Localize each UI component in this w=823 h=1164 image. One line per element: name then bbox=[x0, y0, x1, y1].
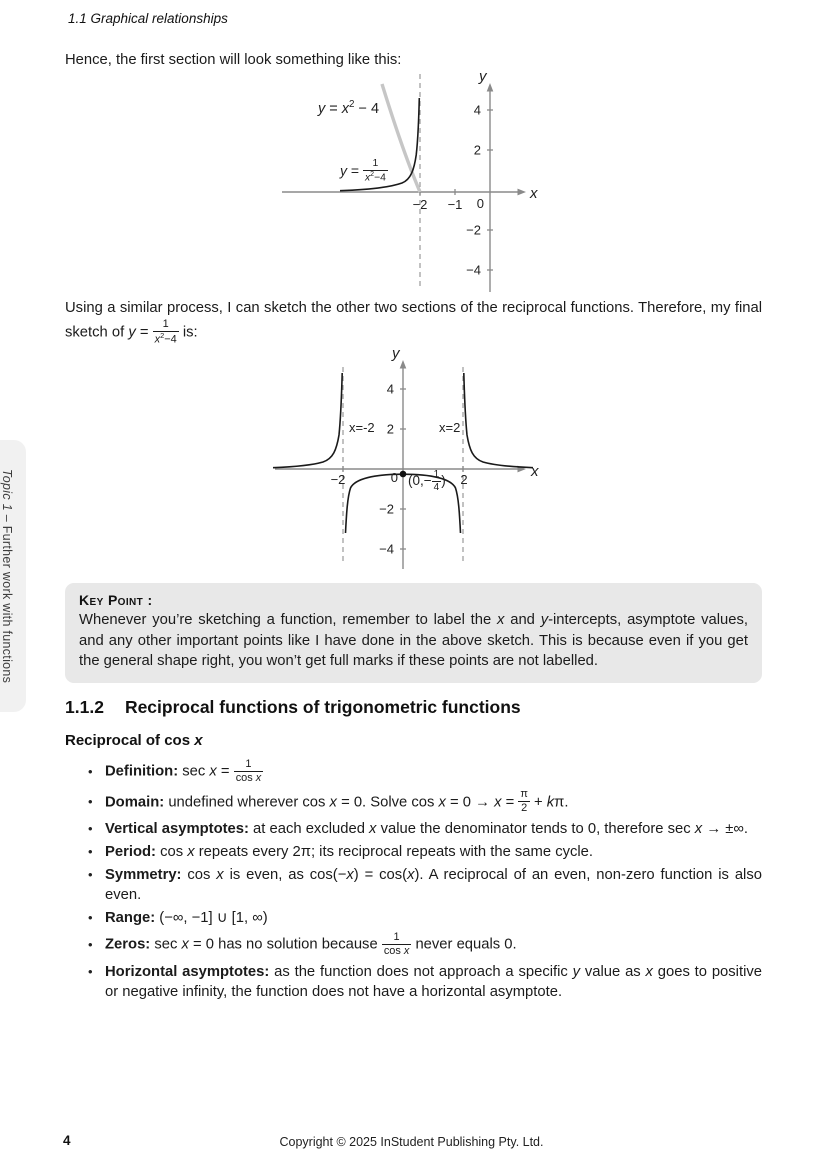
bullet-marker: • bbox=[88, 937, 93, 953]
bullet-zeros: • Zeros: sec x = 0 has no solution because $\frac{1}{\text{cos x}}$ never equals 0. bbox=[88, 930, 517, 958]
graph2-ytick-4: 4 bbox=[386, 381, 394, 397]
keypoint-box bbox=[65, 583, 762, 683]
graph2-right-branch bbox=[464, 373, 533, 468]
bullet-vertical-asymptotes: • Vertical asymptotes: at each excluded x value the denominator tends to 0, therefore sec x → ±∞. bbox=[88, 820, 749, 837]
graph-first-section bbox=[278, 72, 540, 298]
graph2-canvas bbox=[255, 347, 555, 575]
subsection-heading: Reciprocal of cos x bbox=[65, 732, 203, 750]
keypoint-title: Key Point : bbox=[79, 592, 153, 609]
section-title: Reciprocal functions of trigonometric functions bbox=[124, 697, 521, 718]
bullet-marker: • bbox=[88, 794, 93, 810]
graph2-point-label: (0,− $\frac{1}{4}$ ) bbox=[408, 468, 446, 493]
graph2-xtick-neg2: −2 bbox=[330, 472, 346, 488]
bullet-list bbox=[65, 758, 762, 1002]
graph1-reciprocal-equation: y = $\frac{1}{x^2-4}$ bbox=[340, 157, 386, 184]
transition-paragraph: Using a similar process, I can sketch the other two sections of the reciprocal functions. Therefore, my final sketch of y = $\frac{1}{x^2-4}$ is: bbox=[65, 300, 762, 346]
graph1-tick-marks bbox=[420, 110, 493, 270]
graph1-ytick-4: 4 bbox=[473, 102, 481, 118]
intro-paragraph: Hence, the first section will look something like this: bbox=[65, 52, 402, 68]
bullet-symmetry: • Symmetry: cos x is even, as cos(−x) = cos(x). A reciprocal of an even, non-zero function is also even. bbox=[88, 867, 762, 904]
graph2-ytick-neg4: −4 bbox=[379, 541, 394, 557]
graph1-xtick-neg1: −1 bbox=[447, 197, 463, 213]
graph2-xtick-2: 2 bbox=[460, 472, 468, 488]
running-head: 1.1 Graphical relationships bbox=[68, 11, 228, 26]
bullet-marker: • bbox=[88, 963, 93, 979]
copyright-line: Copyright © 2025 InStudent Publishing Pty. Ltd. bbox=[279, 1135, 544, 1149]
sidebar-topic-title: Further work with functions bbox=[0, 525, 14, 684]
graph2-point-dot bbox=[400, 471, 407, 478]
graph2-asymptote-left-label: x=-2 bbox=[349, 420, 375, 436]
graph1-x-axis-label: x bbox=[530, 185, 538, 203]
section-heading bbox=[65, 697, 762, 718]
graph2-left-branch bbox=[273, 373, 342, 468]
sidebar-topic-label bbox=[0, 469, 14, 683]
keypoint-body: Whenever you’re sketching a function, remember to label the x and y-intercepts, asymptote values, and any other important points like I have done in the above sketch. This is because even if you get the general shape right, you won’t get full marks if these points are not labelled. bbox=[79, 612, 748, 669]
graph1-y-axis-arrow bbox=[487, 83, 494, 92]
graph1-ytick-neg4: −4 bbox=[466, 262, 481, 278]
bullet-domain: • Domain: undefined wherever cos x = 0. Solve cos x = 0 → x = $\frac{\pi}{2}$ + kπ. bbox=[88, 788, 569, 815]
graph1-xtick-0: 0 bbox=[476, 196, 484, 212]
bullet-marker: • bbox=[88, 844, 93, 860]
graph2-ytick-2: 2 bbox=[386, 421, 394, 437]
graph2-y-axis-label: y bbox=[392, 347, 400, 363]
graph1-y-axis-label: y bbox=[479, 72, 487, 86]
graph1-parabola-equation: $y = x^2 - 4$ bbox=[318, 99, 380, 117]
graph1-xtick-neg2: −2 bbox=[412, 197, 428, 213]
section-number: 1.1.2 bbox=[65, 697, 104, 718]
graph2-asymptote-right-label: x=2 bbox=[439, 420, 461, 436]
graph2-y-axis-arrow bbox=[400, 360, 407, 369]
bullet-marker: • bbox=[88, 910, 93, 926]
bullet-marker: • bbox=[88, 867, 93, 883]
bullet-period: • Period: cos x repeats every 2π; its reciprocal repeats with the same cycle. bbox=[88, 844, 594, 861]
bullet-definition: • Definition: sec x = $\frac{1}{\text{cos x}}$ bbox=[88, 757, 262, 784]
sidebar-topic-tab bbox=[0, 440, 26, 712]
graph1-ytick-neg2: −2 bbox=[466, 222, 481, 238]
bullet-horizontal-asymptotes: • Horizontal asymptotes: as the function does not approach a specific y value as x goes to positive or negative infinity, the function does not have a horizontal asymptote. bbox=[88, 963, 762, 1000]
bullet-marker: • bbox=[88, 763, 93, 779]
bullet-marker: • bbox=[88, 820, 93, 836]
graph2-xtick-0: 0 bbox=[390, 470, 398, 486]
graph2-ytick-neg2: −2 bbox=[379, 501, 394, 517]
main-content bbox=[65, 50, 762, 1005]
graph2-x-axis-label: x bbox=[531, 463, 539, 481]
bullet-range: • Range: (−∞, −1] ∪ [1, ∞) bbox=[88, 910, 268, 927]
graph1-ytick-2: 2 bbox=[473, 142, 481, 158]
page-number: 4 bbox=[63, 1133, 71, 1148]
graph-final-sketch bbox=[255, 347, 555, 575]
graph1-x-axis-arrow bbox=[518, 189, 527, 196]
sidebar-topic-number: Topic 1 – bbox=[0, 468, 14, 526]
